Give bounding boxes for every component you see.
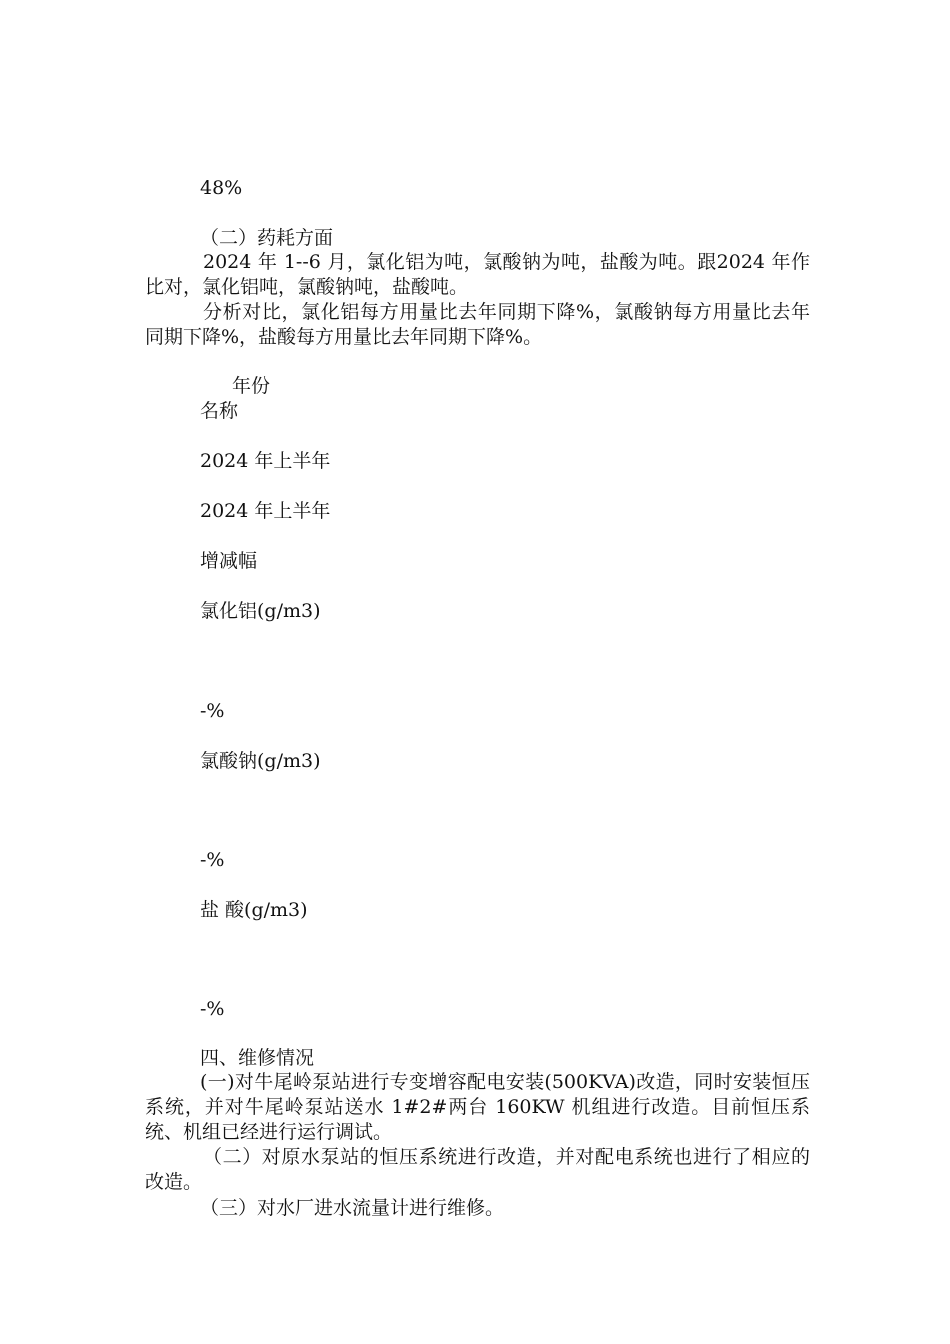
table-header-name: 名称 bbox=[200, 400, 239, 422]
table-row-change: -% bbox=[200, 700, 225, 722]
section-drug-heading: （二）药耗方面 bbox=[200, 227, 334, 249]
table-row-name: 氯酸钠(g/m3) bbox=[200, 750, 321, 772]
table-row-name: 氯化铝(g/m3) bbox=[200, 600, 321, 622]
section-repair-paragraph-2: （二）对原水泵站的恒压系统进行改造，并对配电系统也进行了相应的改造。 bbox=[145, 1146, 810, 1193]
table-col-1: 2024 年上半年 bbox=[200, 450, 331, 472]
section-drug-paragraph-2: 分析对比，氯化铝每方用量比去年同期下降%，氯酸钠每方用量比去年同期下降%，盐酸每方用量比去年同期下降%。 bbox=[145, 301, 810, 348]
section-drug-paragraph-1: 2024 年 1--6 月，氯化铝为吨，氯酸钠为吨，盐酸为吨。跟2024 年作比对，氯化铝吨，氯酸钠吨，盐酸吨。 bbox=[145, 251, 810, 298]
top-value: 48% bbox=[200, 177, 243, 199]
section-repair-heading: 四、维修情况 bbox=[200, 1047, 315, 1069]
section-repair-paragraph-1: (一)对牛尾岭泵站进行专变增容配电安装(500KVA)改造，同时安装恒压系统，并对牛尾岭泵站送水 1#2#两台 160KW 机组进行改造。目前恒压系统、机组已经进行运行调试。 bbox=[145, 1071, 810, 1143]
table-header-year: 年份 bbox=[232, 375, 271, 397]
table-col-2: 2024 年上半年 bbox=[200, 500, 331, 522]
table-row-change: -% bbox=[200, 998, 225, 1020]
table-row-change: -% bbox=[200, 849, 225, 871]
table-row-name: 盐 酸(g/m3) bbox=[200, 899, 308, 921]
table-col-3: 增减幅 bbox=[200, 550, 258, 572]
section-repair-paragraph-3: （三）对水厂进水流量计进行维修。 bbox=[200, 1197, 505, 1219]
